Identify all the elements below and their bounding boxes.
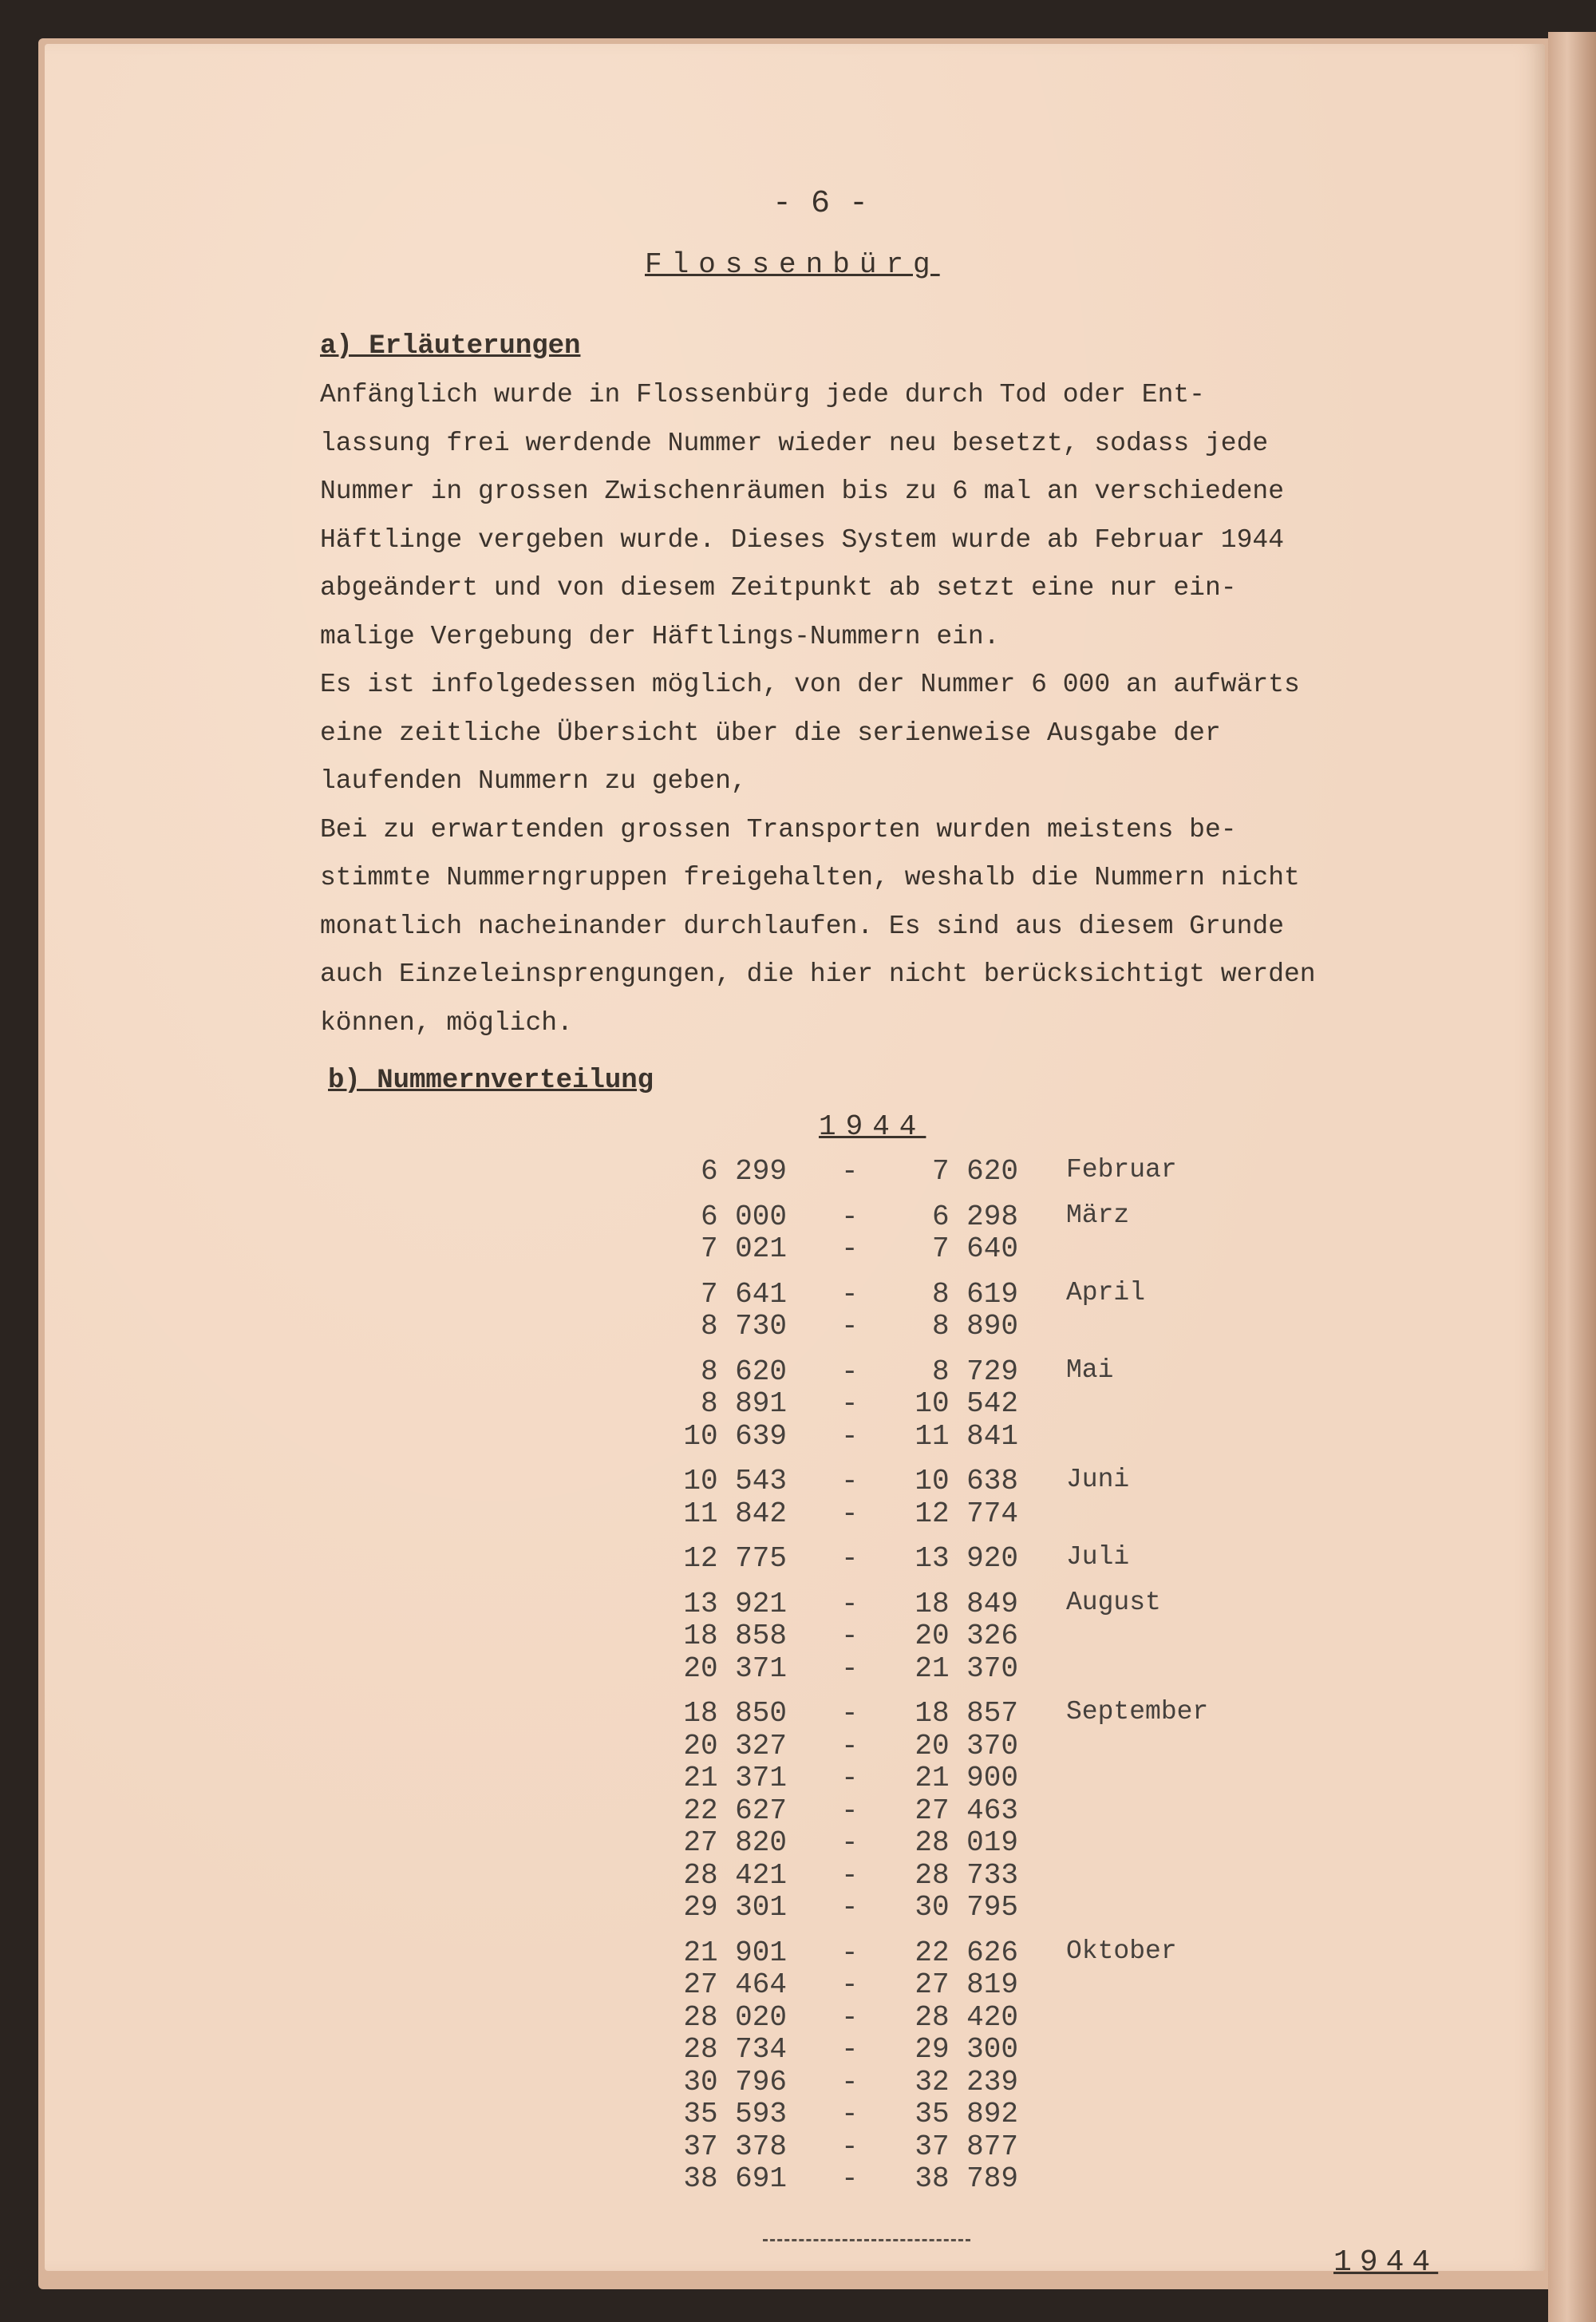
range-start: 35 593 xyxy=(683,2098,787,2130)
range-start: 27 464 xyxy=(683,1968,787,2001)
month-label: Mai xyxy=(1066,1355,1114,1385)
range-dash: - xyxy=(841,2000,859,2034)
range-end: 7 620 xyxy=(931,1155,1018,1188)
range-start: 30 796 xyxy=(683,2065,787,2099)
paragraph-line: können, möglich. xyxy=(320,1007,573,1038)
month-label: Juli xyxy=(1066,1542,1130,1572)
range-dash: - xyxy=(841,1155,859,1188)
range-dash: - xyxy=(841,1936,859,1969)
range-start: 12 775 xyxy=(683,1542,787,1575)
range-dash: - xyxy=(841,1968,859,2001)
table-end-rule xyxy=(763,2239,970,2241)
range-end: 22 626 xyxy=(915,1936,1018,1969)
range-end: 30 795 xyxy=(915,1891,1018,1924)
range-dash: - xyxy=(841,1465,859,1497)
paragraph-line: auch Einzeleinsprengungen, die hier nicht berücksichtigt werden xyxy=(320,959,1316,989)
range-end: 21 370 xyxy=(915,1652,1018,1685)
range-end: 27 463 xyxy=(915,1794,1018,1827)
range-end: 29 300 xyxy=(915,2033,1018,2066)
range-dash: - xyxy=(841,2130,859,2163)
range-dash: - xyxy=(841,1826,859,1859)
range-start: 10 543 xyxy=(683,1465,787,1497)
range-start: 6 000 xyxy=(700,1200,787,1233)
range-end: 28 019 xyxy=(915,1826,1018,1859)
range-dash: - xyxy=(841,1542,859,1575)
range-start: 38 691 xyxy=(683,2162,787,2195)
range-end: 11 841 xyxy=(915,1419,1018,1453)
range-end: 27 819 xyxy=(915,1968,1018,2001)
range-start: 20 371 xyxy=(683,1652,787,1685)
range-end: 8 890 xyxy=(931,1310,1018,1343)
range-start: 10 639 xyxy=(683,1419,787,1453)
range-start: 29 301 xyxy=(683,1891,787,1924)
paragraph-line: Es ist infolgedessen möglich, von der Nummer 6 000 an aufwärts xyxy=(320,670,1300,699)
range-dash: - xyxy=(841,1497,859,1530)
range-start: 8 620 xyxy=(700,1355,787,1388)
paragraph-line: monatlich nacheinander durchlaufen. Es sind aus diesem Grunde xyxy=(320,911,1284,941)
range-start: 7 021 xyxy=(700,1232,787,1265)
document-page xyxy=(45,44,1545,2280)
range-start: 20 327 xyxy=(683,1729,787,1762)
range-dash: - xyxy=(841,1232,859,1265)
range-end: 28 733 xyxy=(915,1858,1018,1892)
range-dash: - xyxy=(841,2162,859,2195)
range-end: 13 920 xyxy=(915,1542,1018,1575)
paragraph-line: Anfänglich wurde in Flossenbürg jede durch Tod oder Ent- xyxy=(320,380,1205,409)
paragraph-line: malige Vergebung der Häftlings-Nummern ein. xyxy=(320,621,1000,651)
range-end: 8 729 xyxy=(931,1355,1018,1388)
month-label: März xyxy=(1066,1200,1130,1230)
page-title: Flossenbürg xyxy=(645,248,940,281)
range-end: 21 900 xyxy=(915,1762,1018,1794)
range-start: 18 858 xyxy=(683,1620,787,1652)
range-start: 18 850 xyxy=(683,1697,787,1730)
range-dash: - xyxy=(841,1587,859,1620)
range-end: 20 370 xyxy=(915,1729,1018,1762)
range-dash: - xyxy=(841,1620,859,1652)
range-dash: - xyxy=(841,2098,859,2130)
range-dash: - xyxy=(841,1652,859,1685)
range-start: 28 734 xyxy=(683,2033,787,2066)
range-start: 28 020 xyxy=(683,2000,787,2034)
range-start: 8 730 xyxy=(700,1310,787,1343)
range-start: 8 891 xyxy=(700,1387,787,1420)
range-dash: - xyxy=(841,1310,859,1343)
range-end: 38 789 xyxy=(915,2162,1018,2195)
range-start: 21 371 xyxy=(683,1762,787,1794)
paragraph-line: stimmte Nummerngruppen freigehalten, weshalb die Nummern nicht xyxy=(320,863,1300,892)
range-dash: - xyxy=(841,1277,859,1311)
range-end: 28 420 xyxy=(915,2000,1018,2034)
range-dash: - xyxy=(841,1697,859,1730)
table-year: 1944 xyxy=(819,1110,926,1143)
range-end: 37 877 xyxy=(915,2130,1018,2163)
paragraph-line: Häftlinge vergeben wurde. Dieses System wurde ab Februar 1944 xyxy=(320,524,1284,555)
paragraph-line: Nummer in grossen Zwischenräumen bis zu 6 mal an verschiedene xyxy=(320,477,1284,506)
paragraph-line: eine zeitliche Übersicht über die serienweise Ausgabe der xyxy=(320,718,1221,748)
month-label: September xyxy=(1066,1697,1209,1727)
page-edge xyxy=(1548,32,1596,2322)
range-dash: - xyxy=(841,1762,859,1794)
range-end: 18 857 xyxy=(915,1697,1018,1730)
month-label: August xyxy=(1066,1587,1161,1617)
paragraph-line: abgeändert und von diesem Zeitpunkt ab setzt eine nur ein- xyxy=(320,573,1237,603)
range-dash: - xyxy=(841,1729,859,1762)
range-start: 11 842 xyxy=(683,1497,787,1530)
page-number: - 6 - xyxy=(772,186,869,222)
range-dash: - xyxy=(841,1419,859,1453)
range-dash: - xyxy=(841,1858,859,1892)
paragraph-line: laufenden Nummern zu geben, xyxy=(320,766,747,796)
range-dash: - xyxy=(841,1355,859,1388)
range-start: 7 641 xyxy=(700,1277,787,1311)
range-start: 6 299 xyxy=(700,1155,787,1188)
month-label: Oktober xyxy=(1066,1936,1177,1966)
range-dash: - xyxy=(841,1891,859,1924)
range-start: 27 820 xyxy=(683,1826,787,1859)
paragraph-line: lassung frei werdende Nummer wieder neu besetzt, sodass jede xyxy=(320,428,1269,458)
month-label: April xyxy=(1066,1277,1146,1307)
range-dash: - xyxy=(841,2065,859,2099)
range-end: 8 619 xyxy=(931,1277,1018,1311)
range-end: 7 640 xyxy=(931,1232,1018,1265)
range-dash: - xyxy=(841,1794,859,1827)
footer-year: 1944 xyxy=(1333,2245,1439,2280)
range-start: 13 921 xyxy=(683,1587,787,1620)
range-dash: - xyxy=(841,2033,859,2066)
range-end: 12 774 xyxy=(915,1497,1018,1530)
range-dash: - xyxy=(841,1387,859,1420)
month-label: Februar xyxy=(1066,1155,1177,1185)
range-start: 22 627 xyxy=(683,1794,787,1827)
section-b-heading: b) Nummernverteilung xyxy=(328,1066,654,1096)
range-end: 32 239 xyxy=(915,2065,1018,2099)
section-a-heading: a) Erläuterungen xyxy=(320,331,581,362)
range-end: 35 892 xyxy=(915,2098,1018,2130)
range-end: 6 298 xyxy=(931,1200,1018,1233)
month-label: Juni xyxy=(1066,1465,1130,1494)
range-dash: - xyxy=(841,1200,859,1233)
range-start: 28 421 xyxy=(683,1858,787,1892)
range-end: 20 326 xyxy=(915,1620,1018,1652)
paragraph-line: Bei zu erwartenden grossen Transporten wurden meistens be- xyxy=(320,814,1237,845)
range-end: 10 542 xyxy=(915,1387,1018,1420)
range-end: 10 638 xyxy=(915,1465,1018,1497)
range-start: 21 901 xyxy=(683,1936,787,1969)
section-a-paragraph xyxy=(320,371,1389,1047)
range-end: 18 849 xyxy=(915,1587,1018,1620)
range-start: 37 378 xyxy=(683,2130,787,2163)
